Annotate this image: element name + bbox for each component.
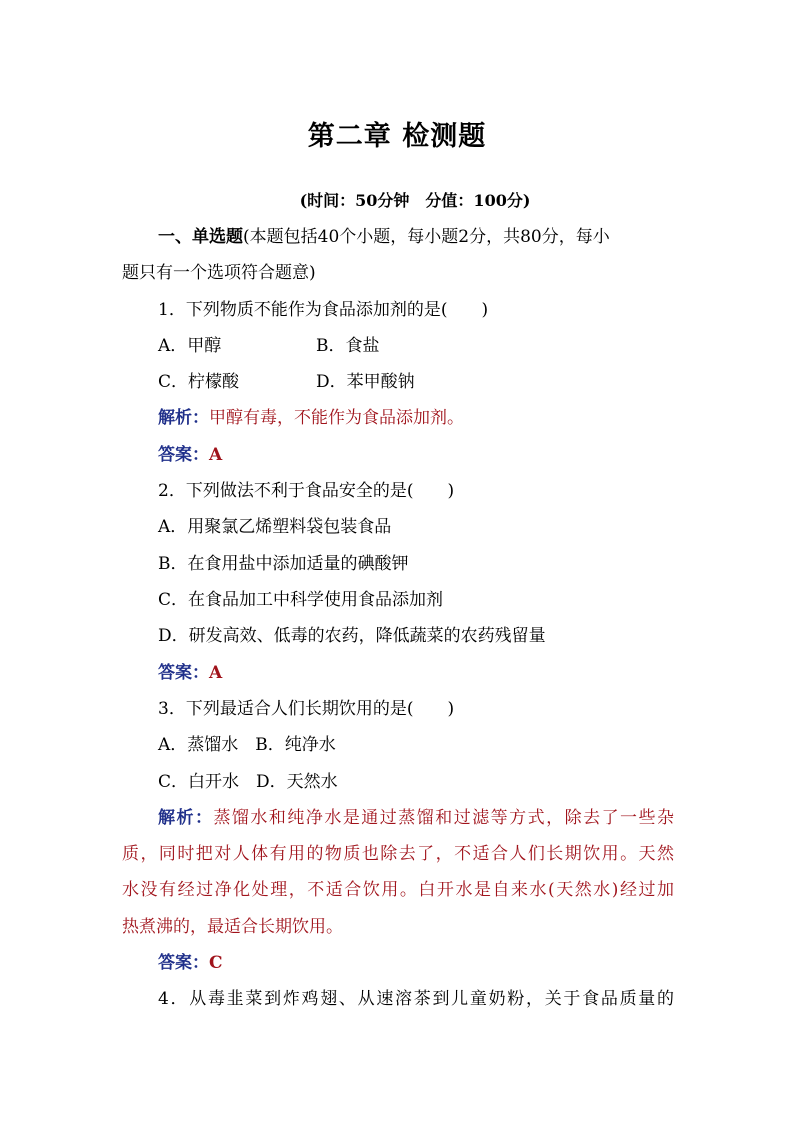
- exam-meta: (时间：50分钟 分值：100分): [299, 191, 531, 210]
- question-3-explanation-line-4: 热煮沸的，最适合长期饮用。: [122, 917, 343, 937]
- question-1-option-a: A．甲醇: [158, 336, 222, 356]
- question-2-option-b: B．在食用盐中添加适量的碘酸钾: [158, 554, 409, 574]
- answer-value: A: [209, 445, 223, 465]
- section-description: (本题包括40个小题，每小题2分，共80分，每小: [243, 227, 610, 247]
- question-1-option-b: B．食盐: [316, 336, 380, 356]
- question-1-stem: 1．下列物质不能作为食品添加剂的是( ): [158, 300, 489, 320]
- question-3-explanation: 解析：蒸馏水和纯净水是通过蒸馏和过滤等方式，除去了一些杂: [158, 808, 675, 828]
- explanation-label: 解析: [158, 808, 195, 828]
- question-4-stem: 4．从毒韭菜到炸鸡翅、从速溶茶到儿童奶粉，关于食品质量的: [158, 989, 674, 1009]
- question-1-answer: 答案：A: [158, 445, 223, 465]
- question-2-stem: 2．下列做法不利于食品安全的是( ): [158, 481, 455, 501]
- question-2-option-c: C．在食品加工中科学使用食品添加剂: [158, 590, 444, 610]
- question-3-explanation-line-2: 质，同时把对人体有用的物质也除去了，不适合人们长期饮用。天然: [122, 844, 674, 864]
- question-2-answer: 答案：A: [158, 663, 223, 683]
- section-header: [158, 226, 610, 248]
- question-3-options-ab: A．蒸馏水 B．纯净水: [158, 735, 336, 755]
- answer-label: 答案: [158, 953, 192, 973]
- question-3-options-cd: C．白开水 D．天然水: [158, 772, 338, 792]
- question-2-option-a: A．用聚氯乙烯塑料袋包装食品: [158, 517, 392, 537]
- question-1-option-d: D．苯甲酸钠: [316, 372, 415, 392]
- question-2-option-d: D．研发高效、低毒的农药，降低蔬菜的农药残留量: [158, 626, 546, 646]
- explanation-text: 甲醇有毒，不能作为食品添加剂。: [209, 408, 464, 428]
- question-3-stem: 3．下列最适合人们长期饮用的是( ): [158, 699, 455, 719]
- question-1-option-c: C．柠檬酸: [158, 372, 240, 392]
- answer-label: 答案: [158, 663, 192, 683]
- question-3-explanation-line-3: 水没有经过净化处理，不适合饮用。白开水是自来水(天然水)经过加: [122, 880, 674, 900]
- answer-label: 答案: [158, 445, 192, 465]
- question-1-explanation: 解析：甲醇有毒，不能作为食品添加剂。: [158, 408, 464, 428]
- question-3-answer: 答案：C: [158, 953, 223, 973]
- answer-value: A: [209, 663, 223, 683]
- section-heading: 一、单选题: [158, 227, 243, 247]
- answer-value: C: [209, 953, 223, 973]
- section-description-cont: 题只有一个选项符合题意): [122, 263, 316, 283]
- explanation-text: 蒸馏水和纯净水是通过蒸馏和过滤等方式，除去了一些杂: [213, 808, 675, 828]
- explanation-label: 解析: [158, 408, 192, 428]
- page-title: 第二章 检测题: [307, 121, 487, 152]
